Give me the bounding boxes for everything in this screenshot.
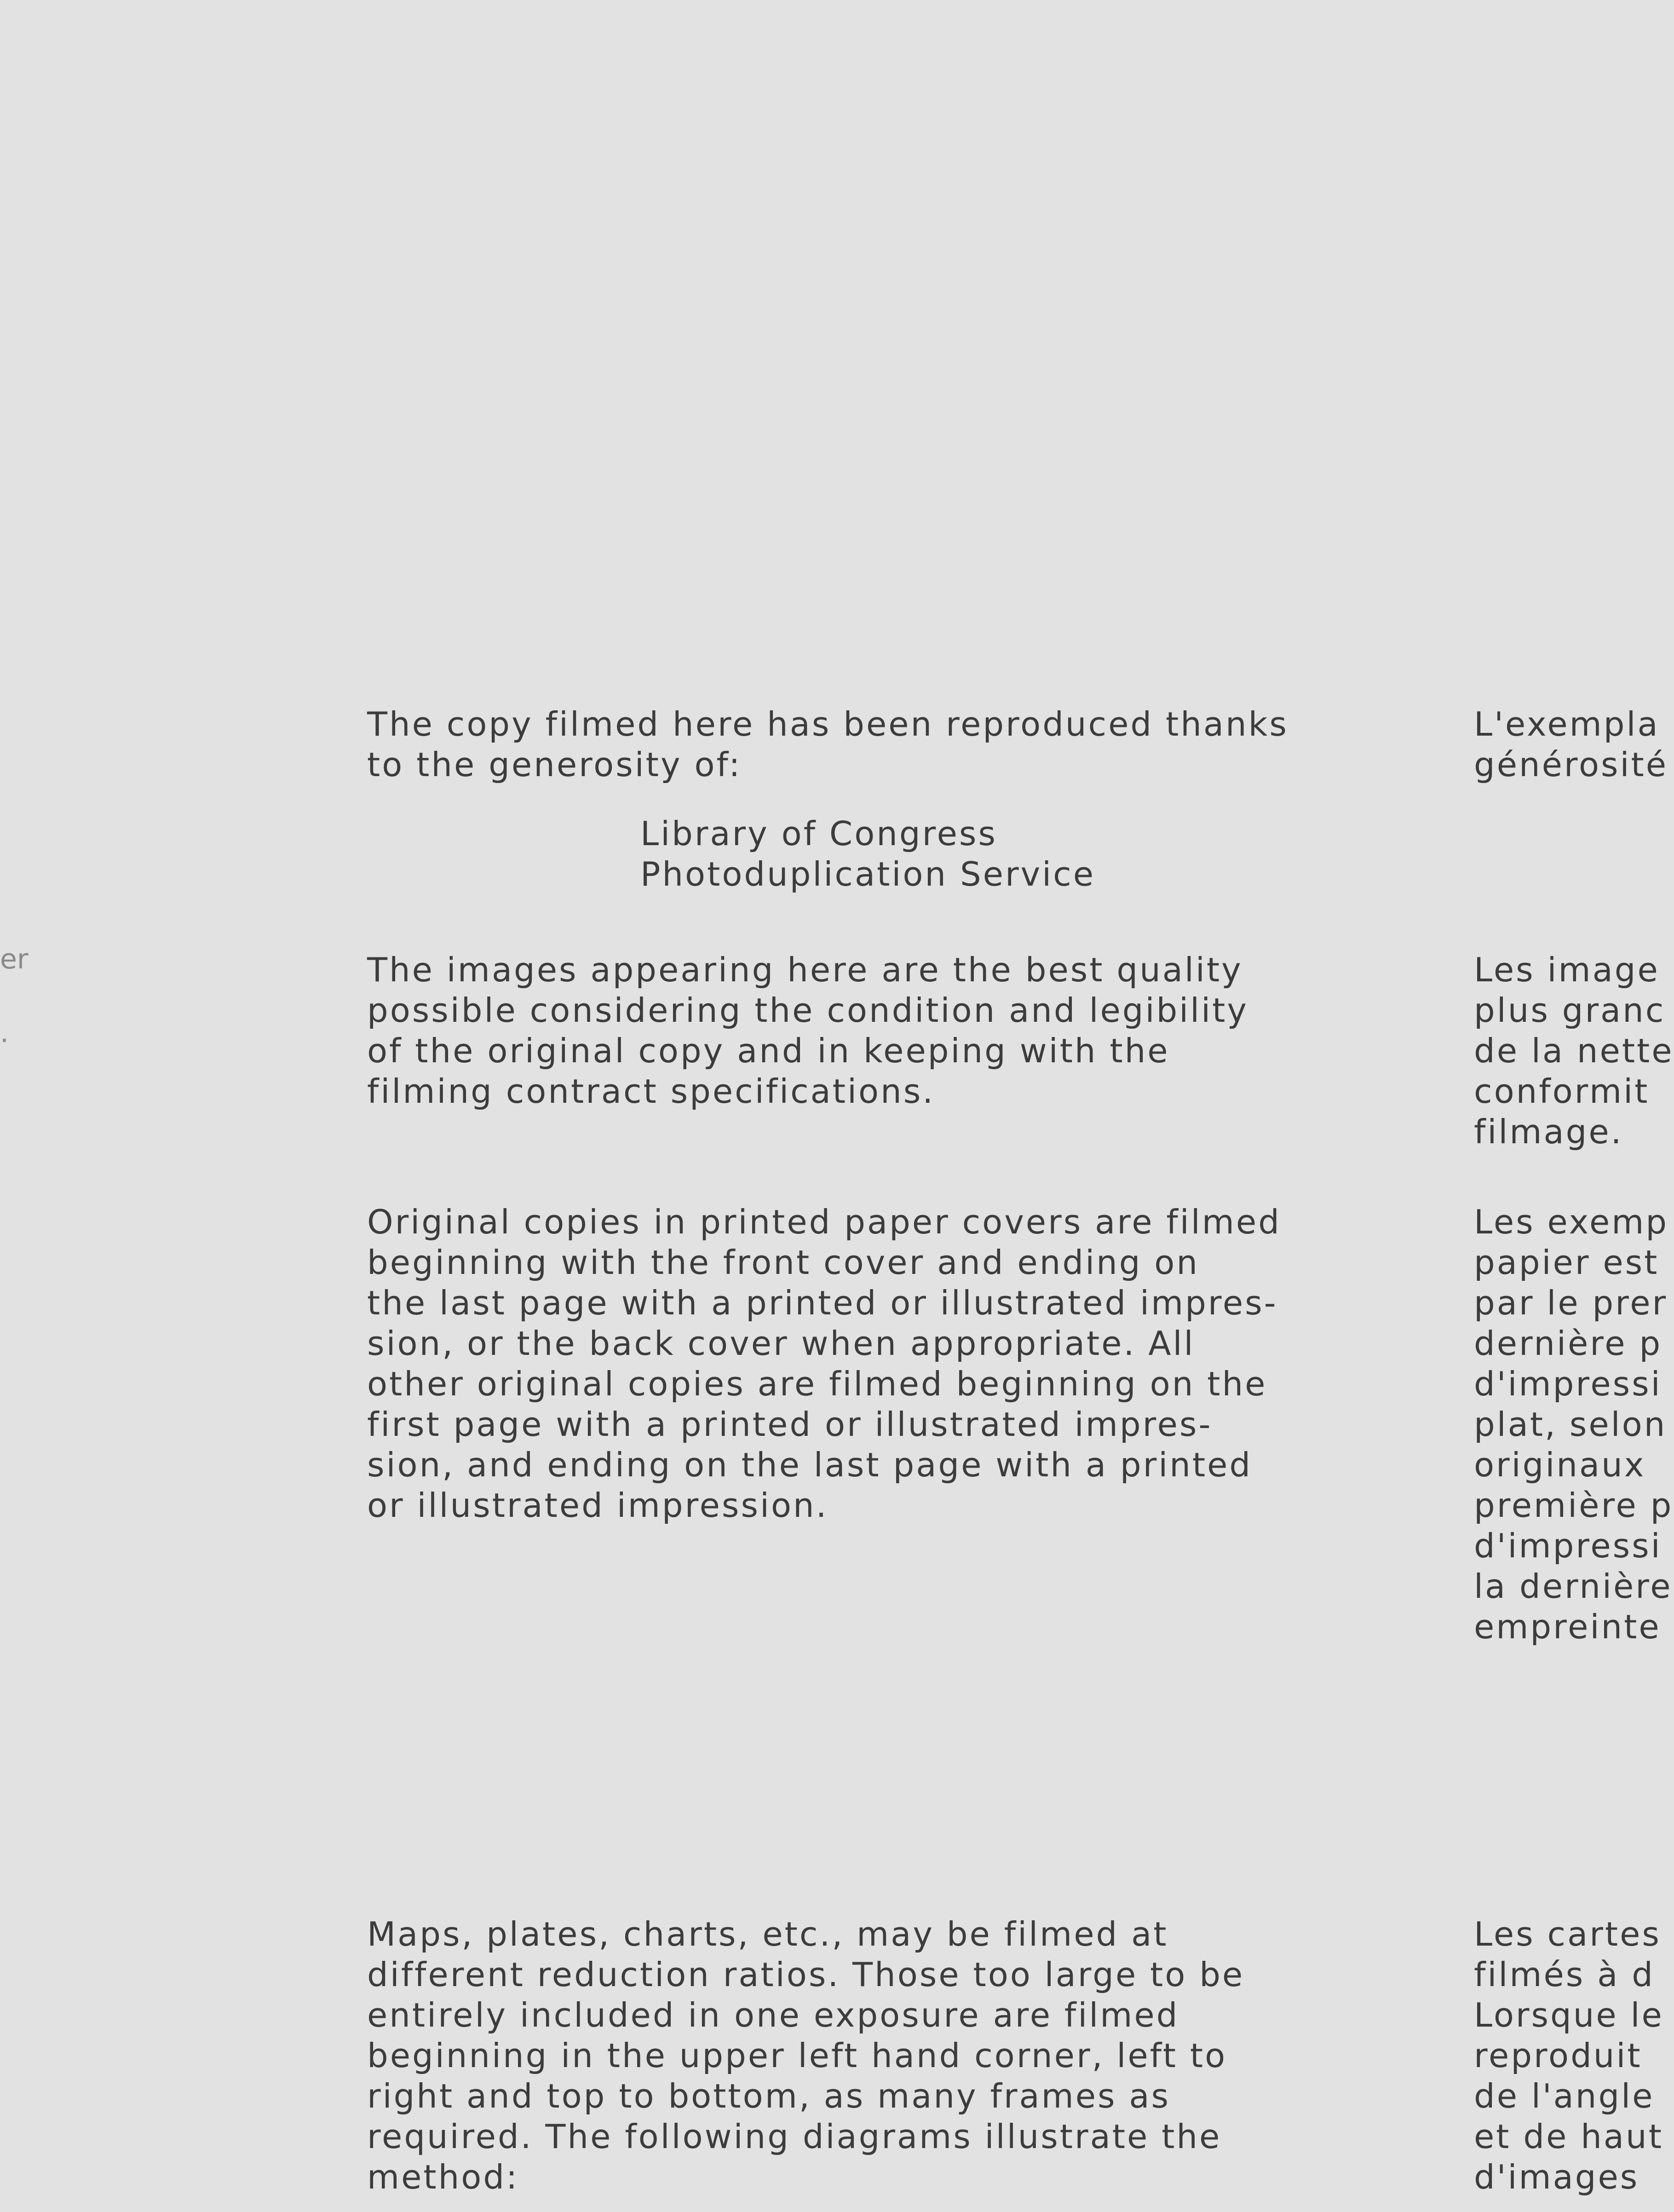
intro-paragraph: The copy filmed here has been reproduced thanks to the generosity of:: [367, 705, 1289, 784]
institution-name: Library of Congress Photoduplication Service: [640, 814, 1096, 893]
french-maps-paragraph: Les cartes filmés à d Lorsque le reproduit de l'angle et de haut d'images: [1474, 1915, 1664, 2196]
french-intro-paragraph: L'exempla générosité: [1474, 705, 1668, 784]
quality-paragraph: The images appearing here are the best quality possible considering the condition and legibility of the original copy and in keeping with the filming contract specifications.: [367, 950, 1249, 1111]
french-quality-paragraph: Les image plus granc de la nette conformit filmage.: [1474, 950, 1674, 1151]
french-covers-paragraph: Les exemp papier est par le prer dernière p d'impressi plat, selon originaux première p d'impressi la dernière empreinte: [1474, 1203, 1674, 1646]
maps-paragraph: Maps, plates, charts, etc., may be filmed at different reduction ratios. Those too large to be entirely included in one exposure are filmed beginning in the upper left hand corner, left to right and top to bottom, as many frames as required. The following diagrams illustrate the method:: [367, 1915, 1245, 2196]
covers-paragraph: Original copies in printed paper covers are filmed beginning with the front cover and ending on the last page with a printed or illustrated impres- sion, or the back cover when appropriate. All other original copies are filmed beginning on the first page with a printed or illustrated impres- sion, and ending on the last page with a printed or illustrated impression.: [367, 1203, 1281, 1525]
edge-fragment-bottom: .: [0, 1017, 9, 1049]
edge-fragment-top: er: [0, 943, 29, 975]
